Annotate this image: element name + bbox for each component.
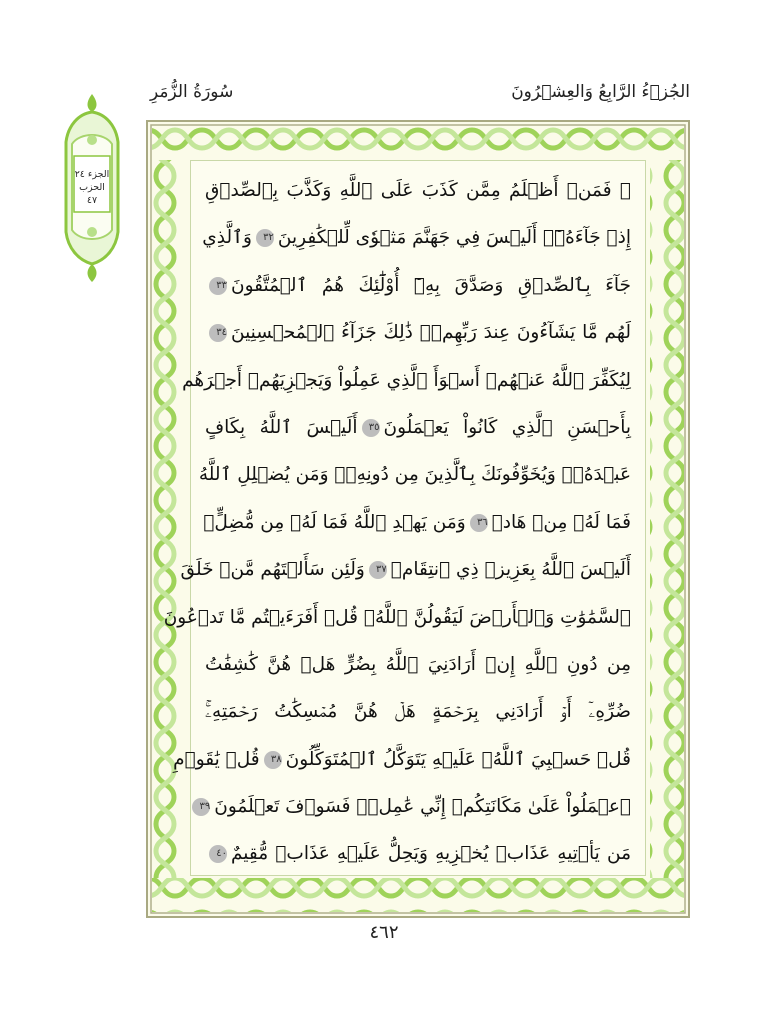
juz-label: الجزء ٢٤	[74, 169, 110, 180]
verse-text: عَبۡدَهُۥۖ وَيُخَوِّفُونَكَ بِٱلَّذِينَ مِن دُونِهِۦۚ وَمَن يُضۡلِلِ ٱللَّهُ	[198, 464, 631, 486]
verse-text: وَٱلَّذِي	[202, 227, 252, 249]
ayah-number-badge: ٣٣	[209, 277, 227, 295]
verse-text: وَلَئِن سَأَلۡتَهُم مَّنۡ خَلَقَ	[180, 559, 365, 581]
verse-line-1	[191, 167, 645, 214]
verse-text: أَلَيۡسَ ٱللَّهُ بِعَزِيزٖ ذِي ٱنتِقَامٖ	[390, 559, 631, 581]
verse-line-4	[191, 309, 645, 356]
verse-text: ضُرِّهِۦٓ أَوۡ أَرَادَنِي بِرَحۡمَةٍ هَلۡ هُنَّ مُمۡسِكَٰتُ رَحۡمَتِهِۦۚ	[205, 701, 631, 723]
verse-text: وَمَن يَهۡدِ ٱللَّهُ فَمَا لَهُۥ مِن مُّضِلٍّۗ	[203, 511, 466, 533]
verse-text: قُلۡ يَٰقَوۡمِ	[173, 748, 260, 770]
verse-text: لِيُكَفِّرَ ٱللَّهُ عَنۡهُمۡ أَسۡوَأَ ٱلَّذِي عَمِلُواْ وَيَجۡزِيَهُمۡ أَجۡرَهُم	[182, 369, 631, 391]
juz-hizb-label	[74, 168, 110, 207]
verse-line-10	[163, 594, 645, 641]
verse-line-2	[191, 214, 645, 261]
page-header	[150, 82, 690, 112]
verse-lines	[163, 167, 645, 878]
page-number: ٤٦٢	[369, 922, 399, 943]
verse-text: بِأَحۡسَنِ ٱلَّذِي كَانُواْ يَعۡمَلُونَ	[383, 416, 631, 438]
ayah-number-badge: ٣٥	[362, 419, 380, 437]
verse-text: قُلۡ حَسۡبِيَ ٱللَّهُۖ عَلَيۡهِ يَتَوَكَّلُ ٱلۡمُتَوَكِّلُونَ	[285, 748, 631, 770]
ayah-number-badge: ٣٦	[470, 514, 488, 532]
quran-text-panel	[163, 160, 646, 876]
verse-text: فَمَا لَهُۥ مِنۡ هَادٖ	[491, 511, 631, 533]
page-frame	[146, 120, 690, 918]
verse-text: مِن دُونِ ٱللَّهِ إِنۡ أَرَادَنِيَ ٱللَّهُ بِضُرٍّ هَلۡ هُنَّ كَٰشِفَٰتُ	[205, 653, 631, 675]
verse-line-6	[191, 404, 645, 451]
ayah-number-badge: ٣٢	[256, 229, 274, 247]
juz-title: الجُزۡءُ الرَّابِعُ وَالعِشۡرُونَ	[511, 82, 690, 102]
verse-line-11	[191, 641, 645, 688]
verse-text: أَلَيۡسَ ٱللَّهُ بِكَافٍ	[205, 416, 358, 438]
verse-text: ۞ فَمَنۡ أَظۡلَمُ مِمَّن كَذَبَ عَلَى ٱللَّهِ وَكَذَّبَ بِٱلصِّدۡقِ	[205, 180, 631, 201]
surah-title: سُورَةُ الزُّمَرِ	[150, 82, 234, 102]
verse-line-12	[191, 688, 645, 735]
ayah-number-badge: ٣٨	[264, 751, 282, 769]
hizb-label: الحزب ٤٧	[79, 182, 105, 206]
verse-text: جَآءَ بِٱلصِّدۡقِ وَصَدَّقَ بِهِۦٓ أُوْلَٰٓئِكَ هُمُ ٱلۡمُتَّقُونَ	[231, 274, 631, 296]
verse-text: إِذۡ جَآءَهُۥٓۚ أَلَيۡسَ فِي جَهَنَّمَ مَثۡوٗى لِّلۡكَٰفِرِينَ	[277, 227, 631, 249]
ayah-number-badge: ٣٧	[369, 561, 387, 579]
ayah-number-badge: ٣٩	[192, 798, 210, 816]
verse-line-5	[182, 357, 645, 404]
ayah-number-badge: ٤٠	[209, 845, 227, 863]
verse-text: ٱلسَّمَٰوَٰتِ وَٱلۡأَرۡضَ لَيَقُولُنَّ ٱللَّهُۚ قُلۡ أَفَرَءَيۡتُم مَّا تَدۡعُونَ	[163, 606, 631, 628]
verse-line-8	[191, 499, 645, 546]
verse-text: ٱعۡمَلُواْ عَلَىٰ مَكَانَتِكُمۡ إِنِّي عَٰمِلٞۖ فَسَوۡفَ تَعۡلَمُونَ	[214, 796, 631, 818]
verse-line-15	[191, 830, 645, 877]
verse-line-7	[191, 451, 645, 498]
verse-line-14	[191, 783, 645, 830]
verse-line-3	[191, 262, 645, 309]
ayah-number-badge: ٣٤	[209, 324, 227, 342]
verse-text: لَهُم مَّا يَشَآءُونَ عِندَ رَبِّهِمۡۚ ذَٰلِكَ جَزَآءُ ٱلۡمُحۡسِنِينَ	[231, 322, 631, 344]
verse-line-13	[173, 736, 645, 783]
verse-text: مَن يَأۡتِيهِ عَذَابٞ يُخۡزِيهِ وَيَحِلُّ عَلَيۡهِ عَذَابٞ مُّقِيمٌ	[231, 843, 631, 865]
verse-line-9	[180, 546, 645, 593]
